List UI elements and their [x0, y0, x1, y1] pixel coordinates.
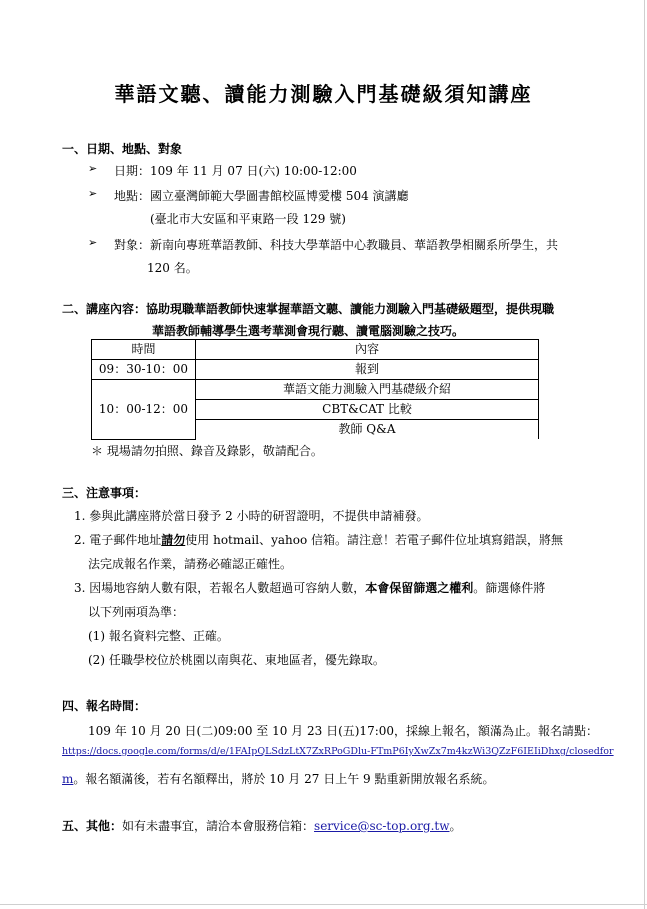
notice-emphasis: 本會保留篩選之權利 [365, 581, 474, 595]
section1-heading: 一、日期、地點、對象 [62, 142, 183, 156]
row-content: 華語文能力測驗入門基礎級介紹 [196, 380, 539, 400]
event-venue: 地點：國立臺灣師範大學圖書館校區博愛樓 504 演講廳 [114, 189, 409, 203]
notice-sub-1: (1) 報名資料完整、正確。 [88, 629, 229, 643]
section5-other [62, 817, 462, 834]
row-time: 10：00-12：00 [92, 380, 196, 440]
reopen-text: 。報名額滿後，若有名額釋出，將於 10 月 27 日上午 9 點重新開放報名系統。 [73, 772, 495, 786]
recording-note: ＊ 現場請勿拍照、錄音及錄影，敬請配合。 [91, 444, 323, 458]
section2-heading-cont: 華語教師輔導學生選考華測會現行聽、讀電腦測驗之技巧。 [152, 324, 465, 338]
row-content: 報到 [196, 360, 539, 380]
service-email-link[interactable]: service@sc-top.org.tw [314, 819, 450, 833]
registration-reopen-note [62, 770, 494, 787]
notice-item-2-cont: 法完成報名作業，請務必確認正確性。 [88, 557, 293, 571]
event-address: (臺北市大安區和平東路一段 129 號) [150, 212, 346, 226]
arrow-bullet-icon: ➢ [88, 187, 98, 200]
notice-emphasis: 請勿 [161, 533, 186, 547]
section3-heading: 三、注意事項： [62, 486, 147, 500]
schedule-table [91, 339, 539, 440]
notice-text: 。篩選條件將 [473, 581, 546, 595]
header-time: 時間 [92, 340, 196, 360]
notice-item-2 [74, 531, 563, 548]
table-header-row [92, 340, 539, 360]
notice-item-3-cont: 以下列兩項為準： [88, 605, 185, 619]
event-audience-count: 120 名。 [147, 261, 198, 275]
table-row [92, 380, 539, 400]
notice-text: 3. 因場地容納人數有限，若報名人數超過可容納人數， [74, 581, 366, 595]
notice-text: 使用 hotmail、yahoo 信箱。請注意！若電子郵件位址填寫錯誤，將無 [185, 533, 564, 547]
header-content: 內容 [196, 340, 539, 360]
contact-text-end: 。 [449, 819, 462, 833]
registration-period: 109 年 10 月 20 日(二)09:00 至 10 月 23 日(五)17:00，採線上報名，額滿為止。報名請點： [88, 724, 599, 738]
section4-heading: 四、報名時間： [62, 699, 147, 713]
page-edge-right [644, 0, 645, 909]
notice-item-1: 1. 參與此講座將於當日發予 2 小時的研習證明，不提供申請補發。 [74, 509, 429, 523]
notice-item-3 [74, 579, 545, 596]
arrow-bullet-icon: ➢ [88, 236, 98, 249]
row-content: CBT&CAT 比較 [196, 400, 539, 420]
arrow-bullet-icon: ➢ [88, 162, 98, 175]
event-audience: 對象：新南向專班華語教師、科技大學華語中心教職員、華語教學相關系所學生，共 [114, 238, 559, 252]
row-content: 教師 Q&A [196, 420, 539, 440]
event-date: 日期：109 年 11 月 07 日(六) 10:00-12:00 [114, 164, 357, 178]
registration-form-link[interactable]: https://docs.google.com/forms/d/e/1FAIpQLSdzLtX7ZxRPoGDlu-FTmP6IyXwZx7m4kzWi3QZzF6IEIiDhxg/closedfor [62, 746, 614, 757]
section5-heading: 五、其他： [62, 819, 123, 833]
table-row [92, 360, 539, 380]
contact-text: 如有未盡事宜，請洽本會服務信箱： [122, 819, 315, 833]
document-title: 華語文聽、讀能力測驗入門基礎級須知講座 [114, 82, 533, 106]
notice-sub-2: (2) 任職學校位於桃園以南與花、東地區者，優先錄取。 [88, 653, 385, 667]
page-edge-bottom [0, 904, 647, 905]
section2-heading: 二、講座內容：協助現職華語教師快速掌握華語文聽、讀能力測驗入門基礎級題型，提供現職 [62, 302, 555, 316]
registration-form-link-cont[interactable]: m [62, 772, 74, 786]
row-time: 09：30-10：00 [92, 360, 196, 380]
notice-text: 2. 電子郵件地址 [74, 533, 162, 547]
